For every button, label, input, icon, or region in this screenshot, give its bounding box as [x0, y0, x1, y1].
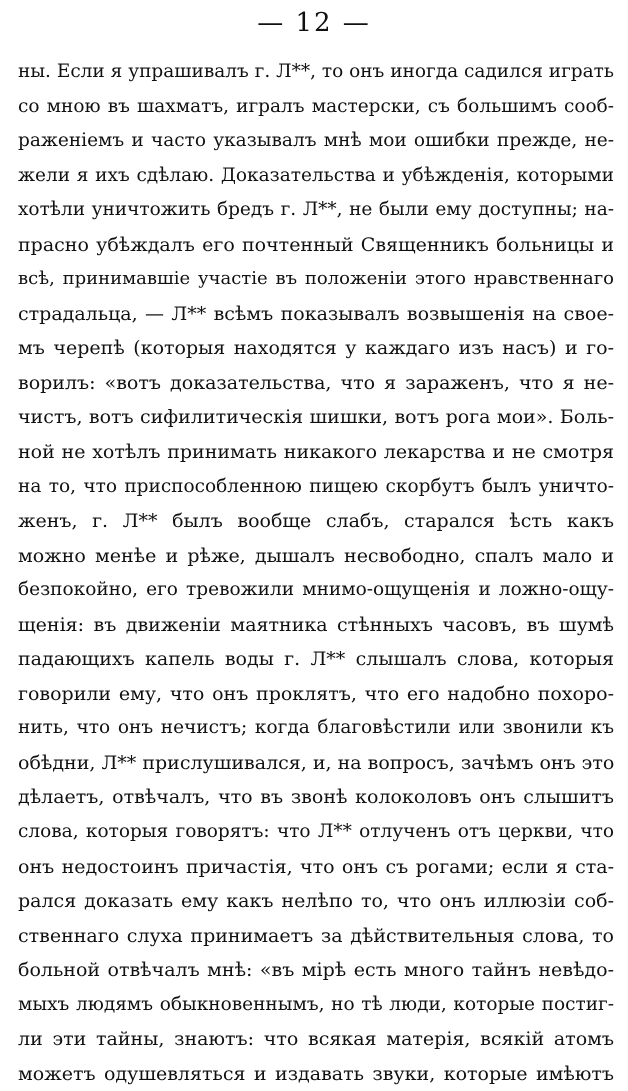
text-line: на то, что приспособленною пищею скорбутъ былъ уничто-: [18, 475, 614, 497]
text-line: хотѣли уничтожить бредъ г. Л**, не были ему доступны; на-: [18, 199, 614, 221]
text-line: ли эти тайны, знаютъ: что всякая матерiя, всякiй атомъ: [18, 1028, 614, 1051]
text-line: дѣлаетъ, отвѣчалъ, что въ звонѣ колоколовъ онъ слышитъ: [18, 786, 614, 809]
text-line: больной отвѣчалъ мнѣ: «въ мiрѣ есть много тайнъ невѣдо-: [18, 959, 614, 982]
text-line: ны. Если я упрашивалъ г. Л**, то онъ иногда садился играть: [18, 61, 614, 82]
text-line: рался доказать ему какъ нелѣпо то, что онъ иллюзiи соб-: [18, 890, 614, 913]
text-line: со мною въ шахматъ, игралъ мастерски, съ большимъ сооб-: [18, 95, 614, 117]
text-line: онъ недостоинъ причастiя, что онъ съ рогами; если я ста-: [18, 855, 614, 878]
page-number: — 12 —: [257, 8, 371, 38]
text-line: жели я ихъ сдѣлаю. Доказательства и убѣжденiя, которыми: [18, 164, 614, 186]
text-line: ственнаго слуха принимаетъ за дѣйствительныя слова, то: [18, 924, 614, 947]
text-line: чистъ, вотъ сифилитическiя шишки, вотъ рога мои». Боль-: [18, 406, 614, 429]
text-line: мъ черепѣ (которыя находятся у каждаго изъ насъ) и го-: [18, 337, 614, 360]
text-line: слова, которыя говорятъ: что Л** отлученъ отъ церкви, что: [18, 821, 614, 843]
text-line: падающихъ капель воды г. Л** слышалъ слова, которыя: [18, 648, 614, 671]
text-line: мыхъ людямъ обыкновеннымъ, но тѣ люди, которые постиг-: [18, 993, 614, 1015]
text-line: можетъ одушевляться и издавать звуки, которые имѣютъ: [18, 1062, 614, 1085]
text-line: нить, что онъ нечистъ; когда благовѣстили или звонили къ: [18, 717, 614, 739]
text-line: прасно убѣждалъ его почтенный Священникъ больницы и: [18, 233, 614, 256]
text-line: ворилъ: «вотъ доказательства, что я зараженъ, что я не-: [18, 371, 614, 394]
text-line: ной не хотѣлъ принимать никакого лекарства и не смотря: [18, 441, 614, 464]
text-line: безпокойно, его тревожили мнимо-ощущенiя и ложно-ощу-: [18, 579, 614, 601]
text-line: всѣ, принимавшiе участiе въ положенiи этого нравственнаго: [18, 268, 614, 290]
text-line: страдальца, — Л** всѣмъ показывалъ возвышенiя на свое-: [18, 302, 614, 325]
text-line: щенiя: въ движенiи маятника стѣнныхъ часовъ, въ шумѣ: [18, 613, 614, 636]
text-line: раженiемъ и часто указывалъ мнѣ мои ошибки прежде, не-: [18, 130, 614, 152]
text-line: обѣдни, Л** прислушивался, и, на вопросъ, зачѣмъ онъ это: [18, 751, 614, 774]
body-text: [18, 55, 614, 1091]
text-line: можно менѣе и рѣже, дышалъ несвободно, спалъ мало и: [18, 544, 614, 567]
text-line: женъ, г. Л** былъ вообще слабъ, старался ѣсть какъ: [18, 510, 614, 533]
text-line: говорили ему, что онъ проклятъ, что его надобно похоро-: [18, 682, 614, 705]
